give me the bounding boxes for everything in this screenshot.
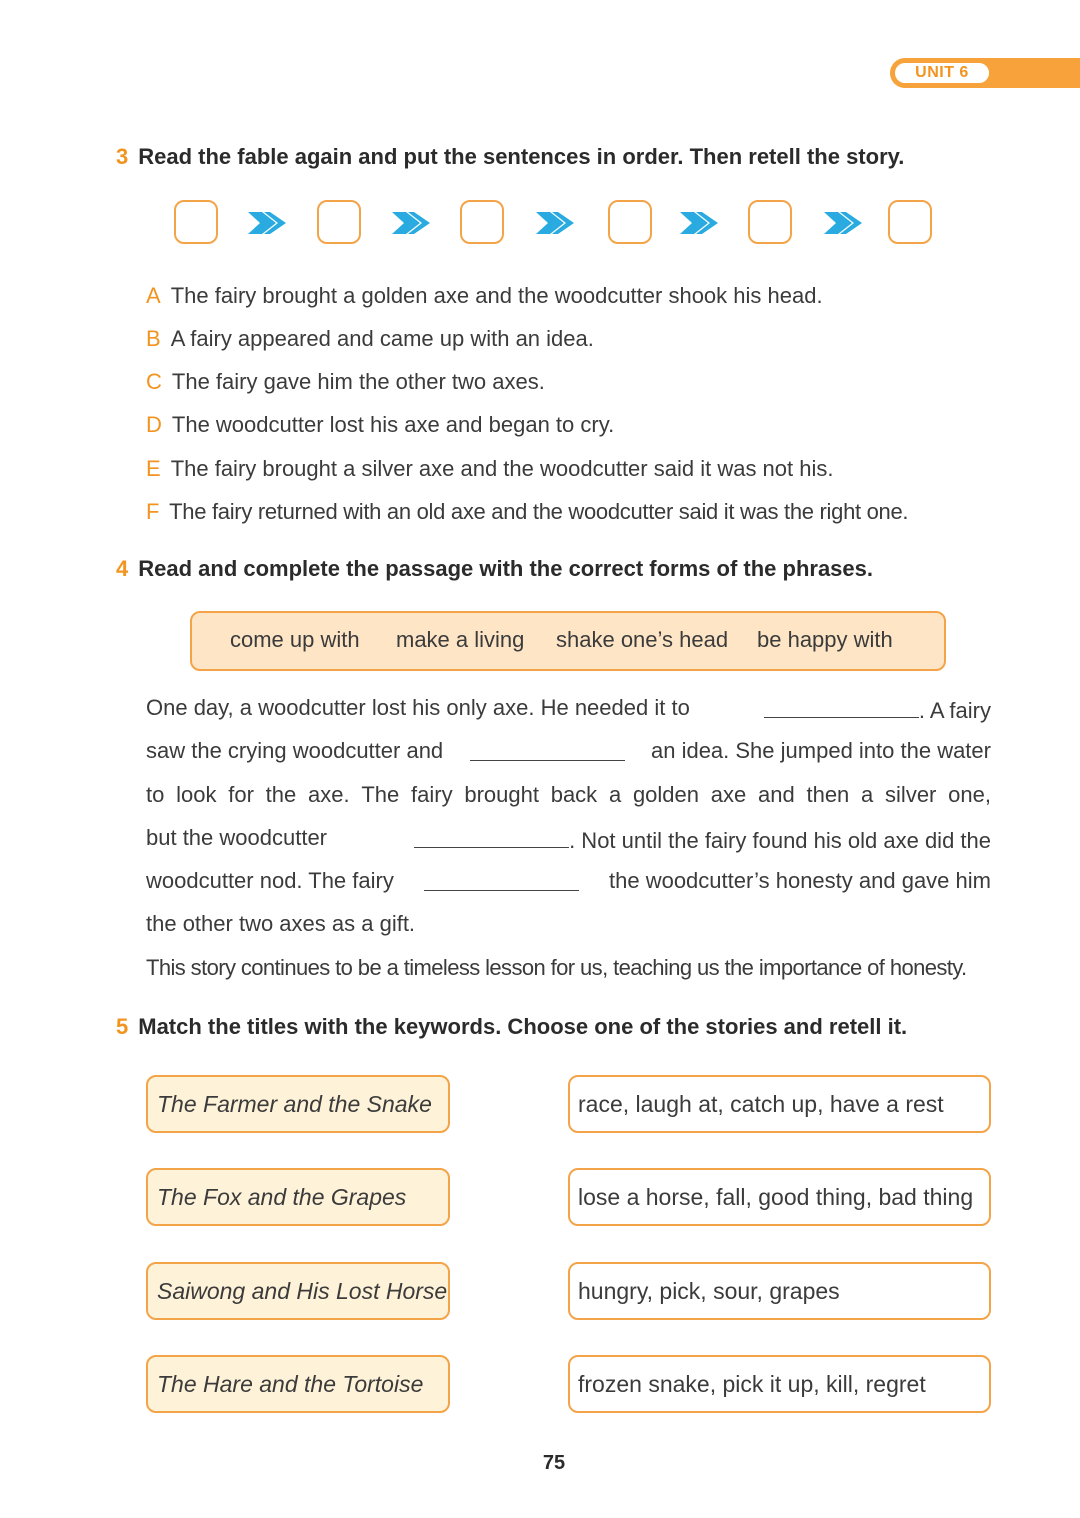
story-title-box[interactable]: The Fox and the Grapes: [146, 1168, 450, 1226]
passage-text: the other two axes as a gift.: [146, 911, 416, 936]
sentence-text: The fairy brought a golden axe and the woodcutter shook his head.: [170, 283, 823, 308]
exercise-3-heading: [116, 144, 904, 170]
unit-label: UNIT 6: [894, 62, 990, 84]
passage-line: [146, 955, 991, 981]
page-number: 75: [542, 1452, 566, 1474]
passage-line: [146, 782, 991, 808]
passage-word: axe: [710, 782, 747, 807]
story-title-box[interactable]: The Hare and the Tortoise: [146, 1355, 450, 1413]
passage-line: [146, 825, 991, 854]
passage-line: [146, 868, 991, 894]
sentence-d: [146, 412, 614, 438]
sentence-letter: B: [146, 326, 161, 351]
passage-line: [146, 738, 991, 764]
passage-word: axe.: [308, 782, 350, 807]
passage-text: This story continues to be a timeless lesson for us, teaching us the importance of honesty.: [146, 955, 967, 980]
passage-word: brought: [464, 782, 539, 807]
order-box-2[interactable]: [317, 200, 361, 244]
exercise-4-heading: [116, 556, 873, 582]
passage-line: [146, 695, 991, 724]
order-box-6[interactable]: [888, 200, 932, 244]
passage-word: to: [146, 782, 165, 807]
answer-blank[interactable]: [414, 825, 569, 848]
answer-blank[interactable]: [424, 868, 579, 891]
sentence-a: [146, 283, 823, 309]
sentence-text: The fairy brought a silver axe and the woodcutter said it was not his.: [170, 456, 834, 481]
sentence-text: A fairy appeared and came up with an idea.: [170, 326, 594, 351]
passage-word: the: [265, 782, 297, 807]
sentence-letter: E: [146, 456, 161, 481]
passage-text: but the woodcutter: [146, 825, 328, 850]
passage-word: The: [361, 782, 400, 807]
sentence-letter: A: [146, 283, 161, 308]
phrase: shake one’s head: [556, 627, 729, 652]
sentence-f: [146, 499, 908, 525]
sentence-b: [146, 326, 594, 352]
exercise-5-instruction: Match the titles with the keywords. Choose one of the stories and retell it.: [138, 1014, 908, 1039]
sentence-text: The woodcutter lost his axe and began to cry.: [171, 412, 615, 437]
sentence-text: The fairy gave him the other two axes.: [171, 369, 545, 394]
sentence-letter: F: [146, 499, 160, 524]
phrase: make a living: [396, 627, 525, 652]
phrase: come up with: [230, 627, 360, 652]
passage-word: golden: [632, 782, 700, 807]
keywords-box[interactable]: lose a horse, fall, good thing, bad thing: [568, 1168, 991, 1226]
passage-text: saw the crying woodcutter and: [146, 738, 444, 763]
passage-word: and: [758, 782, 795, 807]
arrow-right-icon: [680, 209, 722, 237]
story-title-box[interactable]: The Farmer and the Snake: [146, 1075, 450, 1133]
answer-blank[interactable]: [764, 695, 919, 718]
exercise-5-number: 5: [116, 1014, 129, 1039]
phrase: be happy with: [757, 627, 893, 652]
order-box-3[interactable]: [460, 200, 504, 244]
order-box-4[interactable]: [608, 200, 652, 244]
exercise-5-heading: [116, 1014, 907, 1040]
arrow-right-icon: [248, 209, 290, 237]
sentence-text: The fairy returned with an old axe and the woodcutter said it was the right one.: [169, 499, 909, 524]
passage-text: an idea. She jumped into the water: [650, 738, 991, 763]
story-title-box[interactable]: Saiwong and His Lost Horse: [146, 1262, 450, 1320]
answer-blank[interactable]: [470, 738, 625, 761]
keywords-box[interactable]: hungry, pick, sour, grapes: [568, 1262, 991, 1320]
sentence-letter: C: [146, 369, 162, 394]
arrow-right-icon: [824, 209, 866, 237]
passage-word: for: [228, 782, 254, 807]
passage-text: . Not until the fairy found his old axe did the: [569, 828, 991, 853]
exercise-4-number: 4: [116, 556, 129, 581]
order-box-1[interactable]: [174, 200, 218, 244]
sentence-c: [146, 369, 545, 395]
sentence-letter: D: [146, 412, 162, 437]
passage-word: fairy: [411, 782, 453, 807]
exercise-3-number: 3: [116, 144, 129, 169]
passage-word: silver: [885, 782, 937, 807]
arrow-right-icon: [536, 209, 578, 237]
passage-text: . A fairy: [918, 698, 991, 723]
passage-word: a: [861, 782, 874, 807]
order-box-5[interactable]: [748, 200, 792, 244]
passage-word: back: [550, 782, 598, 807]
passage-text: woodcutter nod. The fairy: [146, 868, 394, 893]
keywords-box[interactable]: race, laugh at, catch up, have a rest: [568, 1075, 991, 1133]
passage-word: look: [176, 782, 217, 807]
passage-line: [146, 911, 991, 937]
passage-text: One day, a woodcutter lost his only axe. He needed it to: [146, 695, 690, 720]
exercise-3-instruction: Read the fable again and put the sentences in order. Then retell the story.: [138, 144, 905, 169]
keywords-box[interactable]: frozen snake, pick it up, kill, regret: [568, 1355, 991, 1413]
arrow-right-icon: [392, 209, 434, 237]
passage-text: the woodcutter’s honesty and gave him: [609, 868, 991, 893]
passage-word: one,: [948, 782, 991, 807]
passage-word: then: [806, 782, 850, 807]
passage-word: a: [608, 782, 622, 807]
sentence-e: [146, 456, 833, 482]
exercise-4-instruction: Read and complete the passage with the correct forms of the phrases.: [138, 556, 873, 581]
